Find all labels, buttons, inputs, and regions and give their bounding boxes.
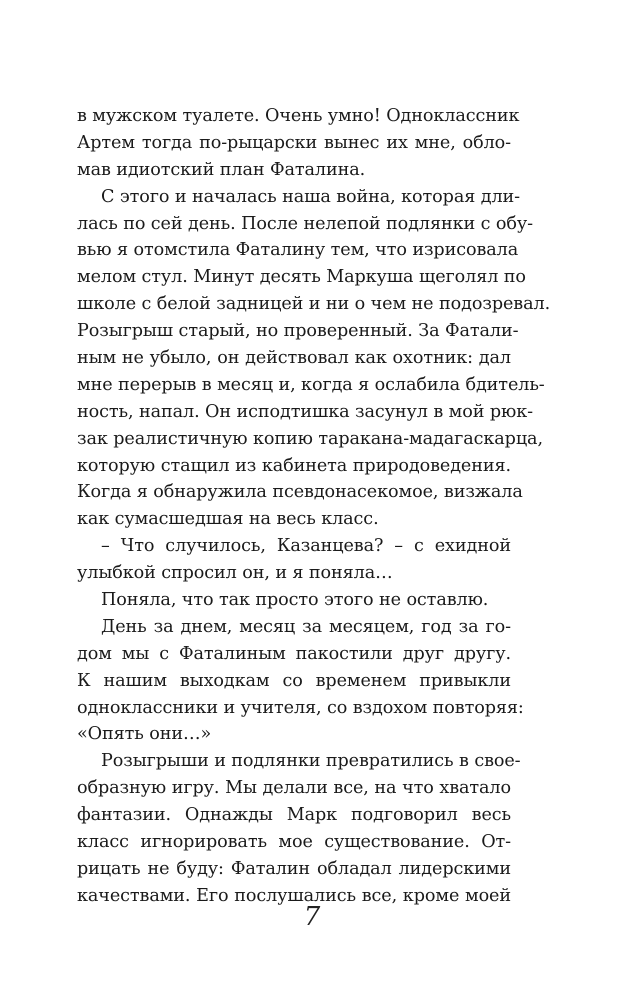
text-line: лась по сей день. После нелепой подлянки с обу-	[77, 213, 533, 234]
text-line: которую стащил из кабинета природоведения.	[77, 455, 511, 476]
text-line: мав идиотский план Фаталина.	[77, 159, 366, 180]
text-line: в мужском туалете. Очень умно! Одноклассник	[77, 106, 520, 126]
text-line: как сумасшедшая на весь класс.	[77, 509, 379, 530]
text-line: ность, напал. Он исподтишка засунул в мой рюк-	[77, 401, 533, 422]
text-line: Артем тогда по-рыцарски вынес их мне, обло-	[77, 132, 511, 153]
text-line: Розыгрыш старый, но проверенный. За Фатали-	[77, 321, 519, 342]
body-text	[77, 103, 551, 910]
text-line: школе с белой задницей и ни о чем не подозревал.	[77, 294, 551, 315]
text-line: мелом стул. Минут десять Маркуша щеголял по	[77, 267, 526, 288]
text-line: мне перерыв в месяц и, когда я ослабила бдитель-	[77, 374, 545, 395]
text-line: ным не убыло, он действовал как охотник: дал	[77, 348, 511, 369]
text-line: Поняла, что так просто этого не оставлю.	[101, 590, 489, 611]
text-line: Когда я обнаружила псевдонасекомое, визжала	[77, 482, 523, 503]
text-line: «Опять они…»	[77, 724, 212, 745]
text-line: День за днем, месяц за месяцем, год за го-	[101, 616, 511, 637]
text-line: одноклассники и учителя, со вздохом повторяя:	[77, 697, 524, 718]
page-number: 7	[303, 902, 321, 932]
text-line: – Что случилось, Казанцева? – с ехидной	[101, 536, 511, 557]
text-line: класс игнорировать мое существование. От-	[77, 832, 511, 853]
text-line: улыбкой спросил он, и я поняла…	[77, 563, 393, 584]
text-line: вью я отомстила Фаталину тем, что изрисовала	[77, 240, 519, 261]
text-line: дом мы с Фаталиным пакостили друг другу.	[77, 643, 511, 664]
text-line: качествами. Его послушались все, кроме моей	[77, 885, 511, 906]
text-line: фантазии. Однажды Марк подговорил весь	[77, 805, 511, 826]
text-line: С этого и началась наша война, которая дли-	[101, 186, 520, 207]
text-line: К нашим выходкам со временем привыкли	[77, 670, 511, 691]
text-line: Розыгрыши и подлянки превратились в свое-	[101, 751, 521, 772]
text-line: образную игру. Мы делали все, на что хватало	[77, 778, 511, 799]
text-line: рицать не буду: Фаталин обладал лидерскими	[77, 858, 511, 879]
text-line: зак реалистичную копию таракана-мадагаскарца,	[77, 428, 543, 449]
